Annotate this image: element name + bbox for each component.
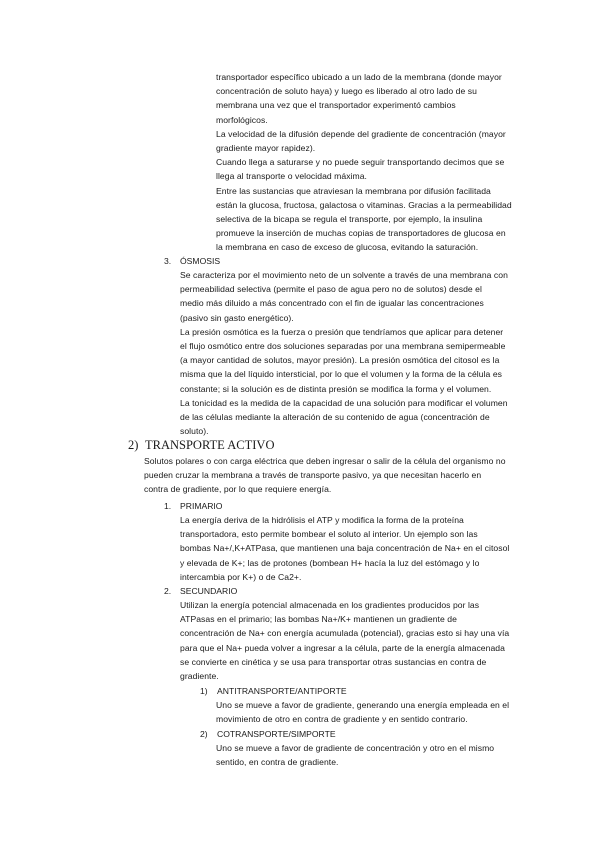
cotransport-heading: COTRANSPORTE/SIMPORTE [217, 729, 336, 739]
antitransport-heading: ANTITRANSPORTE/ANTIPORTE [217, 686, 347, 696]
osmosis-number: 3. [164, 256, 172, 266]
paragraph-line: sentido, en contra de gradiente. [216, 757, 339, 768]
primary-heading: PRIMARIO [180, 501, 223, 511]
paragraph-line: Cuando llega a saturarse y no puede seguir transportando decimos que se [216, 157, 505, 168]
active-transport-text [144, 454, 532, 497]
secondary-text [180, 598, 532, 683]
paragraph-line: pueden cruzar la membrana a través de transporte pasivo, ya que necesitan hacerlo en [144, 470, 482, 481]
secondary-number: 2. [164, 586, 172, 596]
paragraph-line: para que el Na+ pueda volver a ingresar a la célula, parte de la energía almacenada [180, 642, 505, 653]
primary-number: 1. [164, 501, 172, 511]
paragraph-line: membrana una vez que el transportador experimentó cambios [216, 100, 456, 111]
paragraph-line: Solutos polares o con carga eléctrica que deben ingresar o salir de la célula del organismo no [144, 456, 506, 466]
paragraph-line: La presión osmótica es la fuerza o presión que tendríamos que aplicar para detener [180, 326, 504, 337]
paragraph-line: concentración de Na+ con energía acumulada (potencial), gracias esto si hay una vía [180, 628, 510, 639]
paragraph-line: están la glucosa, fructosa, galactosa o vitaminas. Gracias a la permeabilidad [216, 199, 512, 210]
osmosis-heading: ÓSMOSIS [180, 256, 221, 266]
osmosis-text [180, 268, 532, 438]
paragraph-line: permeabilidad selectiva (permite el paso de agua pero no de solutos) desde el [180, 284, 482, 295]
paragraph-line: el flujo osmótico entre dos soluciones separadas por una membrana semipermeable [180, 341, 506, 352]
paragraph-line: morfológicos. [216, 114, 268, 125]
cotransport-number: 2) [200, 729, 208, 739]
facilitated-diffusion-text [216, 70, 534, 255]
paragraph-line: medio más diluido a más concentrado con el fin de igualar las concentraciones [180, 298, 484, 309]
paragraph-line: constante; si la solución es de distinta presión se modifica la forma y el volumen. [180, 383, 492, 394]
paragraph-line: transportadora, esto permite bombear el soluto al interior. Un ejemplo son las [180, 529, 478, 540]
paragraph-line: La tonicidad es la medida de la capacidad de una solución para modificar el volumen [180, 397, 508, 408]
paragraph-line: (pasivo sin gasto energético). [180, 312, 294, 323]
paragraph-line: bombas Na+/,K+ATPasa, que mantienen una baja concentración de Na+ en el citosol [180, 543, 510, 554]
paragraph-line: gradiente. [180, 671, 219, 682]
secondary-heading: SECUNDARIO [180, 586, 238, 596]
primary-text [180, 513, 532, 584]
paragraph-line: selectiva de la bicapa se regula el transporte, por ejemplo, la insulina [216, 214, 483, 225]
paragraph-line: La velocidad de la difusión depende del gradiente de concentración (mayor [216, 128, 506, 139]
paragraph-line: se convierte en cinética y se usa para transportar otras sustancias en contra de [180, 656, 487, 667]
paragraph-line: intercambia por K+) o de Ca2+. [180, 571, 302, 582]
paragraph-line: la membrana en caso de exceso de glucosa, evitando la saturación. [216, 242, 479, 253]
paragraph-line: Uno se mueve a favor de gradiente de concentración y otro en el mismo [216, 743, 495, 753]
paragraph-line: gradiente mayor rapidez). [216, 143, 316, 154]
paragraph-line: transportador específico ubicado a un lado de la membrana (donde mayor [216, 72, 502, 82]
paragraph-line: de las células mediante la alteración de su contenido de agua (concentración de [180, 412, 490, 423]
paragraph-line: Utilizan la energía potencial almacenada en los gradientes producidos por las [180, 600, 480, 610]
paragraph-line: Uno se mueve a favor de gradiente, generando una energía empleada en el [216, 700, 510, 710]
paragraph-line: La energía deriva de la hidrólisis el ATP y modifica la forma de la proteína [180, 515, 464, 525]
paragraph-line: y elevada de K+; las de protones (bombean H+ hacía la luz del estómago y lo [180, 557, 480, 568]
cotransport-text [216, 741, 532, 769]
paragraph-line: contra de gradiente, por lo que requiere energía. [144, 484, 332, 495]
paragraph-line: ATPasas en el primario; las bombas Na+/K+ mantienen un gradiente de [180, 614, 457, 625]
paragraph-line: (a mayor cantidad de solutos, mayor presión). La presión osmótica del citosol es la [180, 355, 500, 366]
paragraph-line: concentración de soluto haya) y luego es liberado al otro lado de su [216, 86, 477, 97]
paragraph-line: Entre las sustancias que atraviesan la membrana por difusión facilitada [216, 185, 491, 196]
antitransport-number: 1) [200, 686, 208, 696]
paragraph-line: promueve la inserción de muchas copias de transportadores de glucosa en [216, 228, 506, 239]
paragraph-line: misma que la del líquido intersticial, por lo que el volumen y la forma de la célula es [180, 369, 503, 380]
paragraph-line: soluto). [180, 426, 209, 437]
active-transport-number: 2) [128, 438, 139, 452]
paragraph-line: movimiento de otro en contra de gradiente y en sentido contrario. [216, 714, 468, 725]
active-transport-heading: TRANSPORTE ACTIVO [145, 438, 275, 452]
antitransport-text [216, 698, 532, 726]
paragraph-line: Se caracteriza por el movimiento neto de un solvente a través de una membrana con [180, 270, 508, 280]
paragraph-line: llega al transporte o velocidad máxima. [216, 171, 367, 182]
